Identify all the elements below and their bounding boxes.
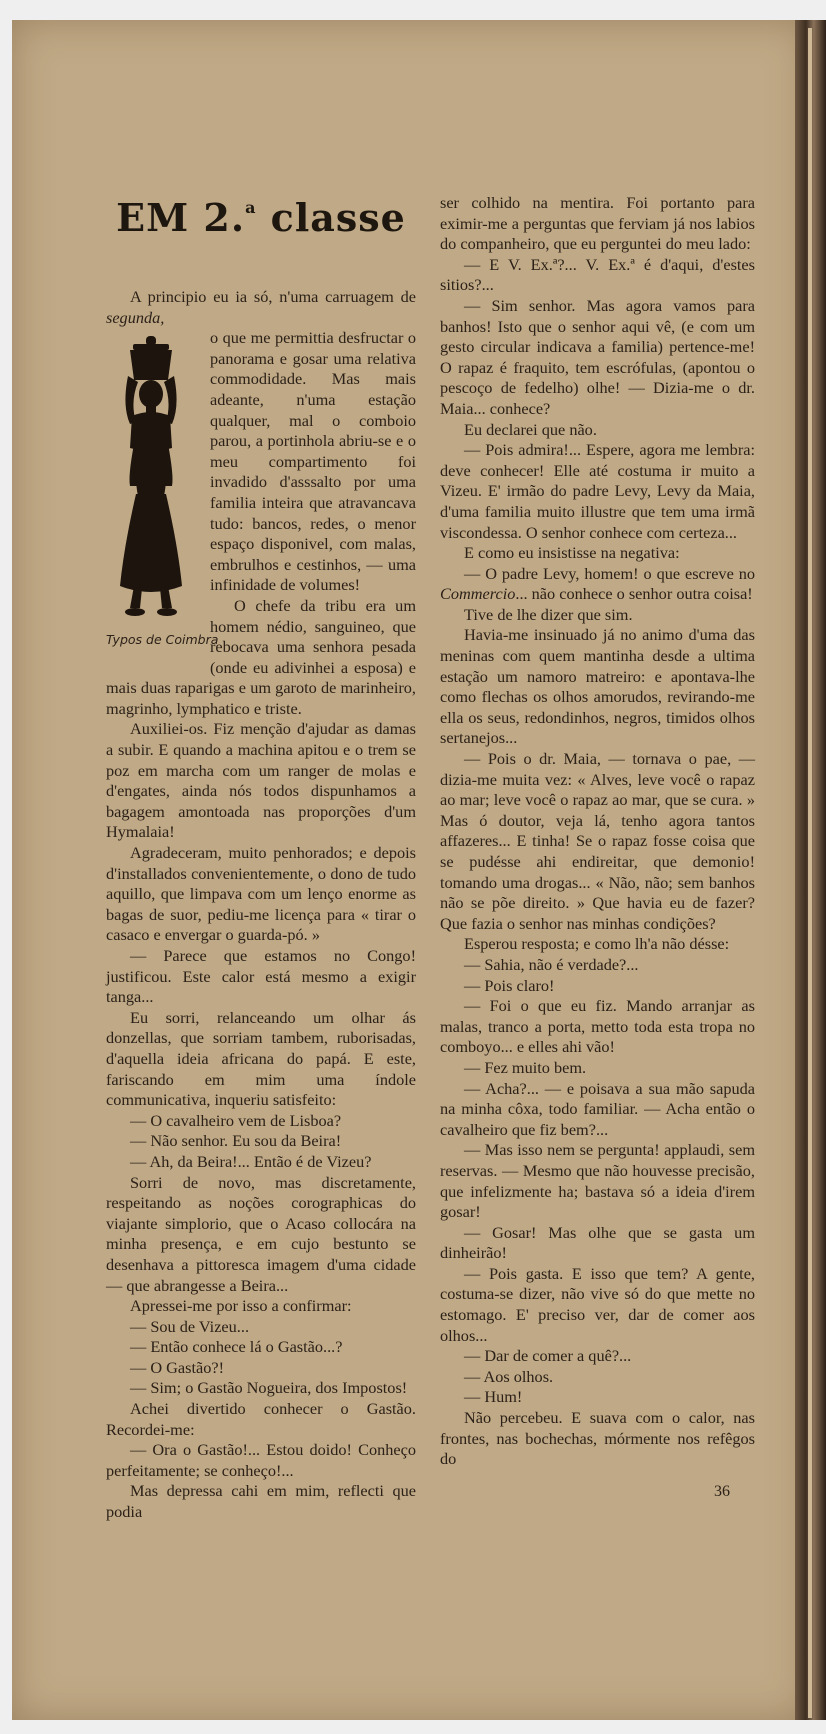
paragraph: A principio eu ia só, n'uma carruagem de segunda, <box>106 287 416 327</box>
dialogue-line: — O cavalheiro vem de Lisboa? <box>130 1110 342 1130</box>
paragraph: Achei divertido conhecer o Gastão. Recordei-me: <box>106 1399 416 1439</box>
paragraph: — Foi o que eu fiz. Mando arranjar as malas, tranco a porta, metto toda esta tropa no comboyo... e elles ahi vão! <box>440 996 755 1057</box>
paragraph: ser colhido na mentira. Foi portanto para eximir-me a perguntas que ferviam já nos labios do companheiro, que eu perguntei do meu lado: <box>440 193 755 254</box>
paragraph: o que me permittia desfructar o panorama e gosar uma relativa commodidade. Mas mais adeante, n'uma estação qualquer, mal o comboio parou, a portinhola abriu-se e o meu compartimento foi invadido d'asssalto por uma familia inteira que atravancava tudo: bancos, redes, o menor espaço disponivel, com malas, embrulhos e cestinhos, — uma infinidade de volumes! <box>210 328 416 595</box>
paragraph: Eu declarei que não. <box>464 419 597 439</box>
dialogue-line: — Aos olhos. <box>464 1366 554 1386</box>
paragraph: — Pois o dr. Maia, — tornava o pae, — dizia-me muita vez: « Alves, leve você o rapaz ao mar; leve você o rapaz ao mar, que se cura. » Mas ó doutor, veja lá, tenho agora tantos affazeres... E tinha! Se o rapaz fosse coisa que se pudésse ahi endireitar, que demonio! tomando uma drogas... « Não, não; sem banhos não se põe direito. » Que havia eu de fazer? Que fazia o senhor nas minhas condições? <box>440 749 755 933</box>
page-edge-highlight <box>808 28 812 1718</box>
paragraph: Havia-me insinuado já no animo d'uma das meninas com quem mantinha desde a ultima estação um namoro matreiro: e apontava-lhe como flechas os olhos amorudos, revirando-me ella os seus, redondinhos, negros, timidos olhos sertanejos... <box>440 625 755 748</box>
left-column <box>106 185 416 1523</box>
paragraph: — Gosar! Mas olhe que se gasta um dinheirão! <box>440 1222 755 1263</box>
page-number: 36 <box>714 1483 730 1500</box>
dialogue-line: — Sahia, não é verdade?... <box>464 954 639 974</box>
paragraph: Sorri de novo, mas discretamente, respeitando as noções corographicas do viajante simplorio, que o Acaso collocára na minha presença, e em cujo bestunto se desenhava a pittoresca imagem d'uma cidade — que abrangesse a Beira... <box>106 1172 416 1295</box>
dialogue-line: — Fez muito bem. <box>464 1057 587 1077</box>
dialogue-line: Apressei-me por isso a confirmar: <box>130 1296 352 1316</box>
figure <box>106 328 219 663</box>
paragraph: O chefe da tribu era um homem nédio, sanguineo, que rebocava uma senhora pesada (onde eu adivinhei a esposa) e mais duas raparigas e um garoto de marinheiro, magrinho, lymphatico e triste. <box>106 595 416 718</box>
woman-carrying-basket-silhouette-icon <box>116 336 186 626</box>
paragraph: E como eu insistisse na negativa: <box>464 543 680 563</box>
paragraph: Agradeceram, muito penhorados; e depois d'installados convenientemente, o dono de tudo aquillo, que limpava com um lenço enorme as bagas de suor, pediu-me licença para « tirar o casaco e envergar o guarda-pó. » <box>106 843 416 945</box>
paragraph: Eu sorri, relanceando um olhar ás donzellas, que sorriam tambem, ruborisadas, d'aquella ideia africana do papá. E este, fariscando em mim uma índole communicativa, inqueriu satisfeito: <box>106 1007 416 1110</box>
dialogue-line: — O Gastão?! <box>130 1357 225 1377</box>
dialogue-line: — Dar de comer a quê?... <box>464 1346 632 1366</box>
dialogue-line: — Não senhor. Eu sou da Beira! <box>130 1131 342 1151</box>
dialogue-line: — Sou de Vizeu... <box>130 1316 250 1336</box>
article-title: EM 2.$^a$ classe <box>116 195 406 240</box>
paragraph: — Mas isso nem se pergunta! applaudi, sem reservas. — Mesmo que não houvesse precisão, que infelizmente ha; bastava só a ideia d'irem gosar! <box>440 1140 755 1222</box>
paragraph: Mas depressa cahi em mim, reflecti que podia <box>106 1481 416 1522</box>
paragraph: — Pois gasta. E isso que tem? A gente, costuma-se dizer, não vive só do que mette no estomago. E' preciso ver, dar de comer aos olhos... <box>440 1263 755 1345</box>
right-column <box>440 193 755 1470</box>
dialogue-line: — Ah, da Beira!... Então é de Vizeu? <box>130 1151 372 1171</box>
dialogue-line: — Hum! <box>464 1387 523 1407</box>
paragraph: Esperou resposta; e como lh'a não désse: <box>464 934 730 954</box>
paragraph: — Sim senhor. Mas agora vamos para banhos! Isto que o senhor aqui vê, (e com um gesto circular indicava a familia) pertence-me! O rapaz é fraquito, tem escrófulas, (apontou o pescoço de fedelho) olhe! — Dizia-me o dr. Maia... conhece? <box>440 295 755 418</box>
paragraph: Auxiliei-os. Fiz menção d'ajudar as damas a subir. E quando a machina apitou e o trem se poz em marcha com um ranger de molas e d'engates, ainda nós todos dispunhamos a bagagem amontoada nas proporções d'um Hymalaia! <box>106 719 416 842</box>
paragraph: — Acha?... — e poisava a sua mão sapuda na minha côxa, todo familiar. — Acha então o cavalheiro que fiz bem?... <box>440 1078 755 1139</box>
dialogue-line: — Sim; o Gastão Nogueira, dos Impostos! <box>130 1378 408 1398</box>
dialogue-line: — Pois claro! <box>464 975 555 995</box>
paragraph: Não percebeu. E suava com o calor, nas frontes, nas bochechas, mórmente nos refêgos do <box>440 1408 755 1469</box>
paragraph: — Parece que estamos no Congo! justificou. Este calor está mesmo a exigir tanga... <box>106 946 416 1007</box>
paragraph: Tive de lhe dizer que sim. <box>464 604 633 624</box>
paragraph: — Ora o Gastão!... Estou doido! Conheço perfeitamente; se conheço!... <box>106 1440 416 1480</box>
paragraph: — Pois admira!... Espere, agora me lembra: deve conhecer! Elle até costuma ir muito a Vizeu. E' irmão do padre Levy, Levy da Maia, d'uma familia muito illustre que tem uma irmã viscondessa. O senhor conhece com certeza... <box>440 440 755 542</box>
dialogue-line: — E V. Ex.ª?... V. Ex.ª é d'aqui, d'estes sitios?... <box>440 254 755 295</box>
paragraph: — O padre Levy, homem! o que escreve no Commercio... não conhece o senhor outra coisa! <box>440 563 755 604</box>
dialogue-line: — Então conhece lá o Gastão...? <box>130 1337 343 1357</box>
figure-caption: Typos de Coimbra <box>106 632 219 648</box>
